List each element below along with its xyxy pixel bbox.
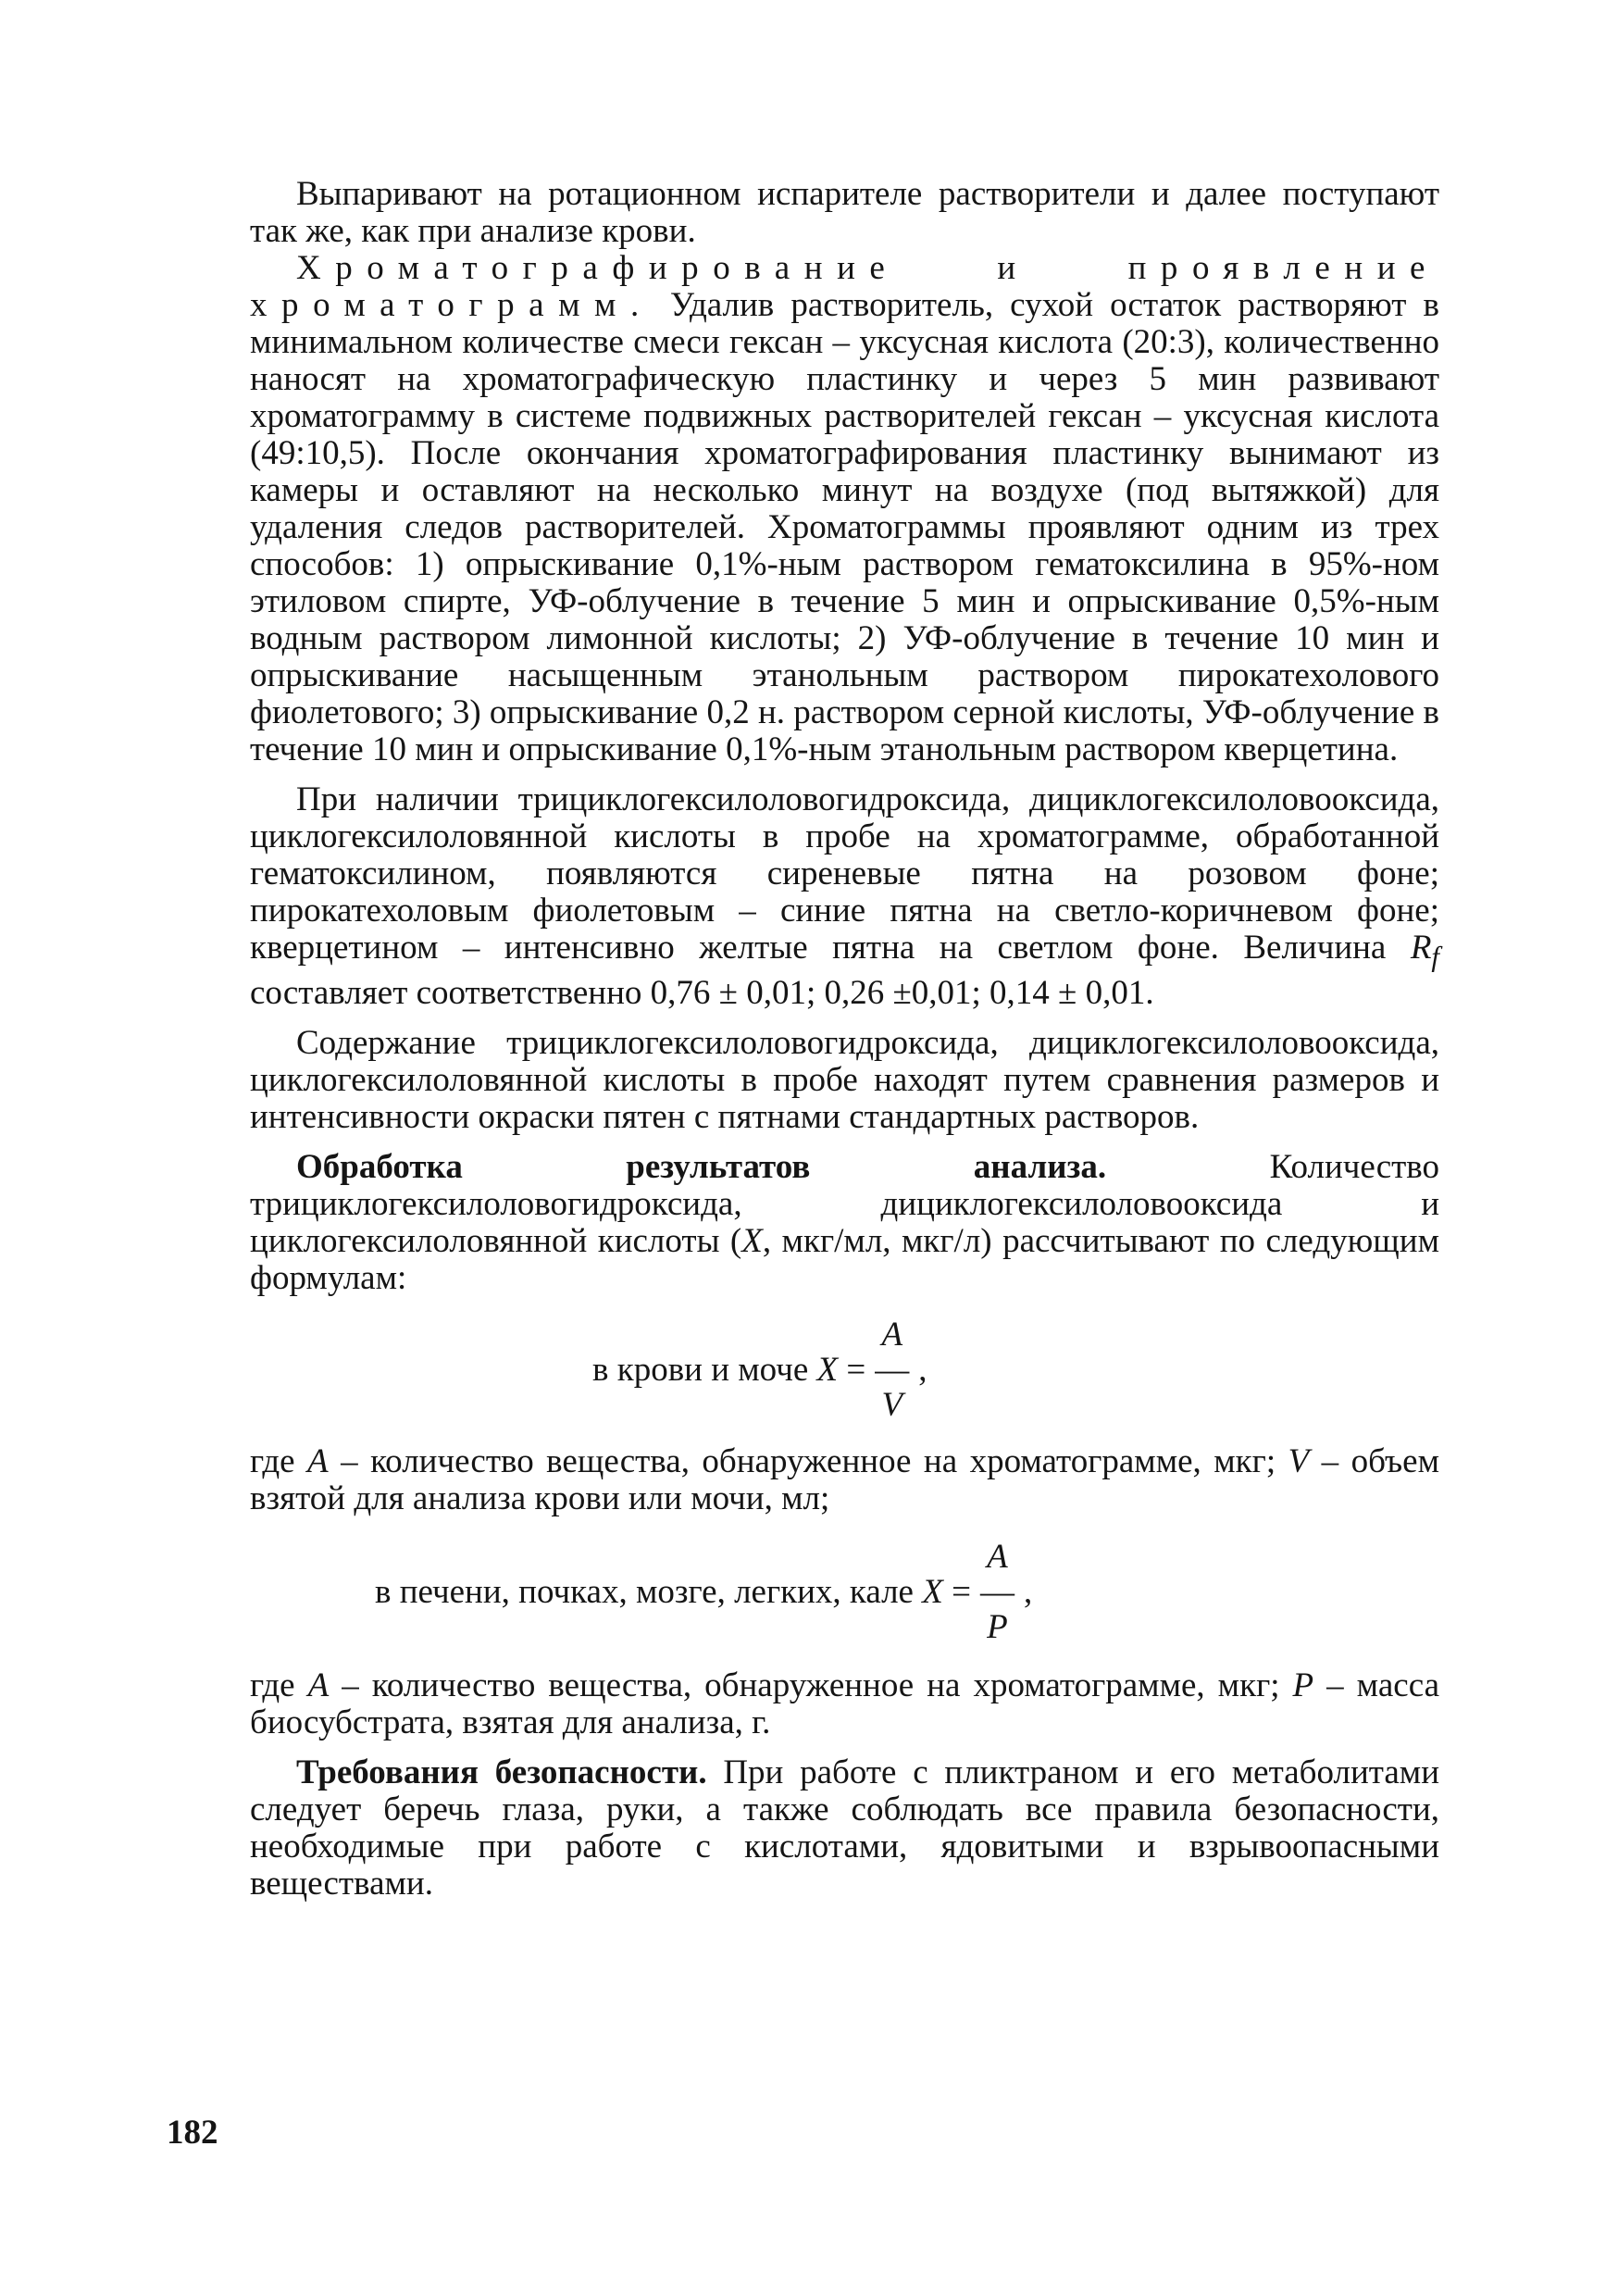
where2-text-a: – количество вещества, обнаруженное на хроматограмме, мкг; [329, 1666, 1293, 1705]
rf-symbol: R [1410, 929, 1432, 967]
formula-organs [375, 1538, 1439, 1647]
processing-paragraph [250, 1149, 1439, 1297]
where2-sym-a: A [307, 1666, 330, 1705]
processing-heading: Обработка результатов анализа. [296, 1148, 1107, 1187]
formula1-denominator: V [881, 1386, 903, 1425]
x-symbol: X [741, 1222, 763, 1261]
formula2-suffix: , [1023, 1573, 1033, 1612]
where2-sym-p: P [1292, 1666, 1314, 1705]
formula2-equals: = [952, 1573, 971, 1612]
formula1-lhs: X [816, 1351, 839, 1390]
where1-sym-a: A [307, 1442, 329, 1481]
content-paragraph: Содержание трициклогексилоловогидроксида, дициклогексилоловооксида, циклогексилоловянной кислоты в пробе находят путем сравнения размеров и интенсивности окраски пятен с пятнами стандартных растворов. [250, 1024, 1439, 1137]
formula2-bar: — [979, 1573, 1014, 1612]
where1-sym-v: V [1288, 1442, 1310, 1481]
safety-paragraph [250, 1754, 1439, 1903]
formula2-prefix: в печени, почках, мозге, легких, кале [375, 1573, 914, 1612]
formula1-suffix: , [918, 1351, 927, 1390]
formula1-prefix: в крови и моче [592, 1351, 809, 1390]
where1-paragraph [250, 1443, 1439, 1517]
where2-paragraph [250, 1667, 1439, 1741]
rf-subscript: f [1431, 941, 1439, 973]
page-body [250, 176, 1439, 1903]
where1-text-b: – объем взятой для анализа крови или мочи, мл; [250, 1442, 1439, 1518]
formula2-numerator: A [987, 1538, 1008, 1577]
formula-blood-urine [592, 1316, 1439, 1425]
where2-text-b: – масса биосубстрата, взятая для анализа, г. [250, 1666, 1439, 1742]
formula1-fraction [875, 1316, 909, 1425]
safety-heading: Требования безопасности. [296, 1753, 707, 1792]
presence-paragraph [250, 781, 1439, 1012]
processing-text-b: , мкг/мл, мкг/л) рассчитывают по следующим формулам: [250, 1222, 1439, 1298]
presence-text-b: составляет соответственно 0,76 ± 0,01; 0,26 ±0,01; 0,14 ± 0,01. [250, 974, 1154, 1013]
processing-text-a: Количество трициклогексилоловогидроксида, дициклогексилоловооксида и циклогексилоловянной кислоты ( [250, 1148, 1440, 1261]
formula1-bar: — [875, 1351, 910, 1390]
chromatography-heading: Хроматографирование и проявление хроматограмм. [250, 249, 1439, 324]
presence-text-a: При наличии трициклогексилоловогидроксида, дициклогексилоловооксида, циклогексилоловянной кислоты в пробе на хроматограмме, обработанной гематоксилином, появляются сиреневые пятна на розовом фоне; пирокатехоловым фиолетовым – синие пятна на светло-коричневом фоне; кверцетином – интенсивно желтые пятна на светлом фоне. Величина [250, 780, 1439, 967]
formula2-fraction [980, 1538, 1014, 1647]
formula2-lhs: X [922, 1573, 943, 1612]
chromatography-text: Удалив растворитель, сухой остаток растворяют в минимальном количестве смеси гексан – уксусная кислота (20:3), количественно наносят на хроматографическую пластинку и через 5 мин развивают хроматограмму в системе подвижных растворителей гексан – уксусная кислота (49:10,5). После окончания хроматографирования пластинку вынимают из камеры и оставляют на несколько минут на воздухе (под вытяжкой) для удаления следов растворителей. Хроматограммы проявляют одним из трех способов: 1) опрыскивание 0,1%-ным раствором гематоксилина в 95%-ном этиловом спирте, УФ-облучение в течение 5 мин и опрыскивание 0,5%-ным водным раствором лимонной кислоты; 2) УФ-облучение в течение 10 мин и опрыскивание насыщенным этанольным раствором пирокатехолового фиолетового; 3) опрыскивание 0,2 н. раствором серной кислоты, УФ-облучение в течение 10 мин и опрыскивание 0,1%-ным этанольным раствором кверцетина. [250, 286, 1439, 768]
where1-text-a: – количество вещества, обнаруженное на хроматограмме, мкг; [328, 1442, 1288, 1481]
formula1-equals: = [846, 1351, 866, 1390]
safety-text: При работе с пликтраном и его метаболитами следует беречь глаза, руки, а также соблюдать все правила безопасности, необходимые при работе с кислотами, ядовитыми и взрывоопасными веществами. [250, 1753, 1440, 1903]
page-number: 182 [167, 2114, 218, 2152]
where1-lead: где [250, 1442, 308, 1481]
intro-paragraph: Выпаривают на ротационном испарителе растворители и далее поступают так же, как при анализе крови. [250, 175, 1439, 250]
formula1-numerator: A [881, 1316, 903, 1354]
chromatography-paragraph [250, 250, 1439, 768]
formula2-denominator: P [987, 1608, 1008, 1647]
where2-lead: где [250, 1666, 308, 1705]
